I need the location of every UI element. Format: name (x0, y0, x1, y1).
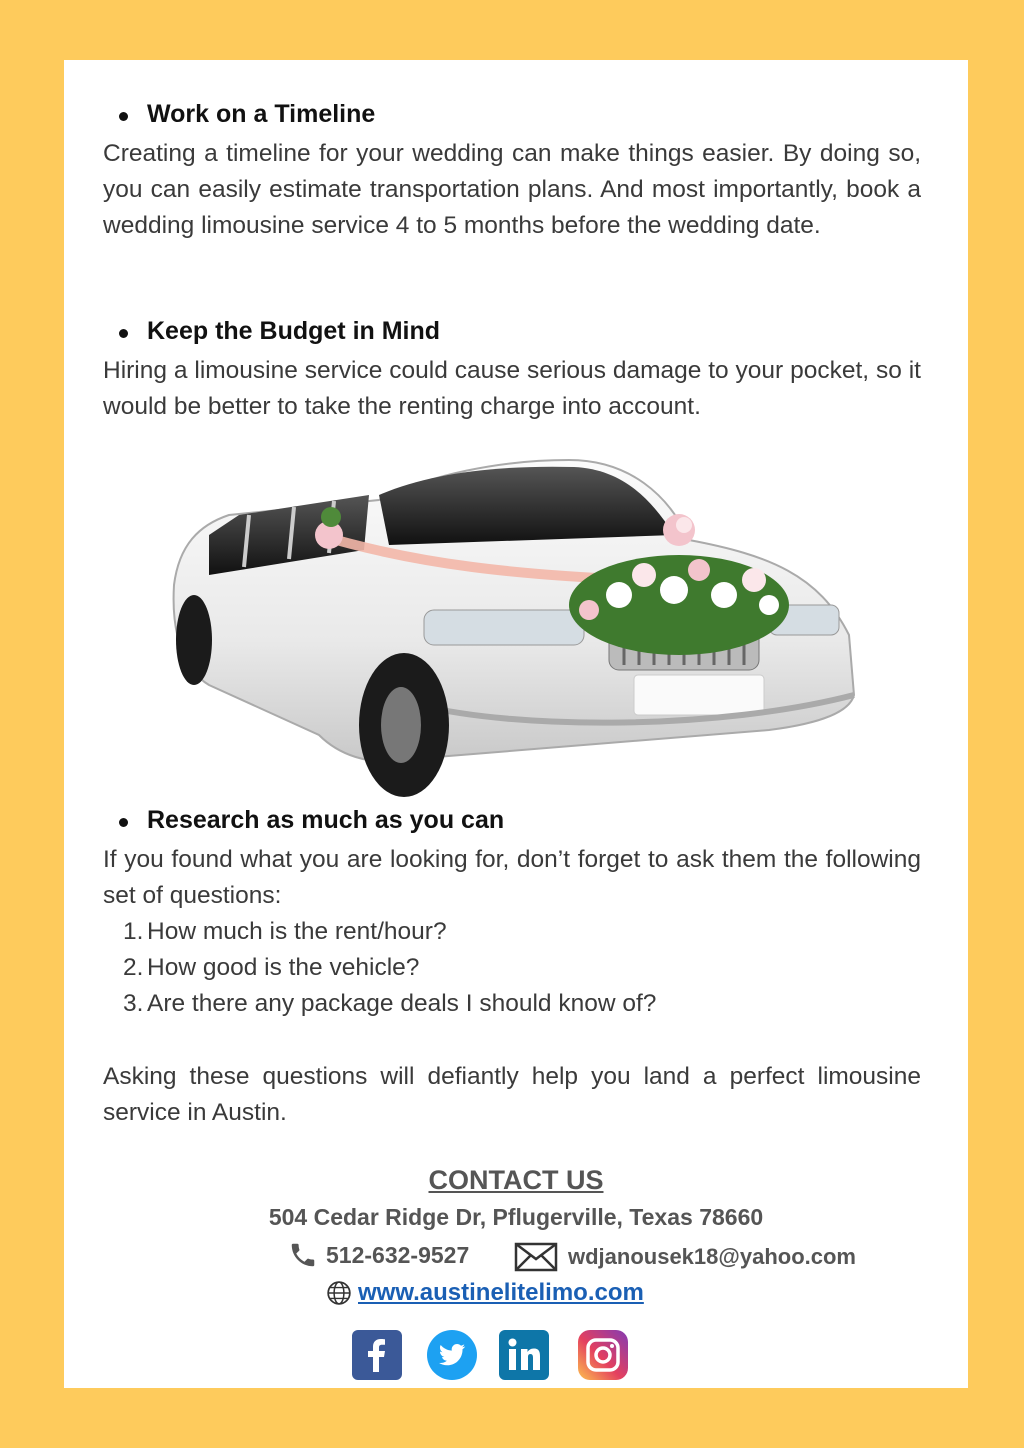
email-address: wdjanousek18@yahoo.com (568, 1244, 856, 1269)
section-heading-budget: Keep the Budget in Mind (147, 317, 441, 345)
contact-phone[interactable] (288, 1240, 469, 1270)
section-body-research: If you found what you are looking for, don’t forget to ask them the following set of questions: (103, 846, 921, 909)
twitter-icon[interactable] (427, 1330, 477, 1380)
contact-us-heading: CONTACT US (428, 1165, 604, 1195)
contact-email[interactable] (514, 1242, 856, 1272)
facebook-icon[interactable] (352, 1330, 402, 1380)
website-link[interactable]: www.austinelitelimo.com (358, 1279, 644, 1306)
closing-paragraph: Asking these questions will defiantly help you land a perfect limousine service in Austin. (103, 1063, 921, 1126)
section-body-budget: Hiring a limousine service could cause serious damage to your pocket, so it would be better to take the renting charge into account. (103, 357, 921, 420)
wedding-limousine-image (169, 455, 859, 800)
page (64, 60, 968, 1388)
section-heading-research: Research as much as you can (147, 806, 505, 834)
questions-list (123, 914, 656, 1022)
list-item: 2. How good is the vehicle? (123, 954, 420, 981)
linkedin-icon[interactable] (499, 1330, 549, 1380)
contact-address: 504 Cedar Ridge Dr, Pflugerville, Texas 78660 (268, 1204, 764, 1230)
instagram-icon[interactable] (578, 1330, 628, 1380)
globe-icon (326, 1280, 352, 1306)
phone-icon (288, 1240, 318, 1270)
envelope-icon (514, 1242, 558, 1272)
section-body-timeline: Creating a timeline for your wedding can make things easier. By doing so, you can easily estimate transportation plans. And most importantly, book a wedding limousine service 4 to 5 months before the wedding date. (103, 140, 921, 239)
list-item: 1. How much is the rent/hour? (123, 918, 447, 945)
phone-number: 512-632-9527 (326, 1241, 470, 1268)
list-item: 3. Are there any package deals I should know of? (123, 990, 657, 1017)
section-heading-timeline: Work on a Timeline (147, 100, 376, 128)
contact-website[interactable] (326, 1279, 644, 1307)
